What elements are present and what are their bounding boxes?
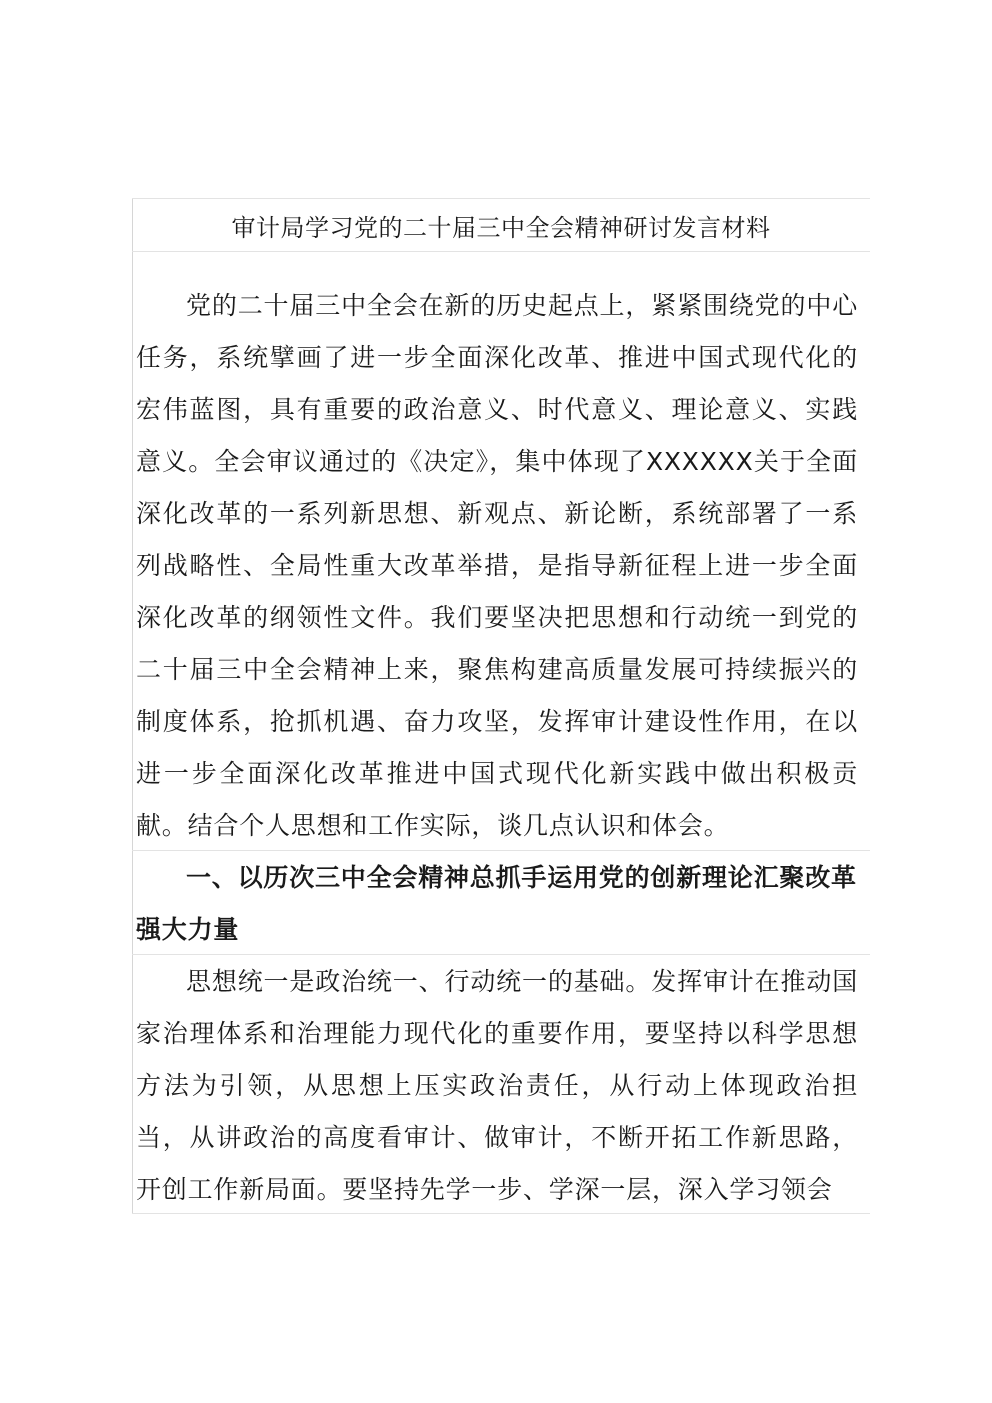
divider-after-title — [132, 251, 870, 252]
intro-paragraph: 党的二十届三中全会在新的历史起点上，紧紧围绕党的中心任务，系统擘画了进一步全面深化改革、推进中国式现代化的宏伟蓝图，具有重要的政治意义、时代意义、理论意义、实践意义。全会审议通过的《决定》，集中体现了XXXXXX关于全面深化改革的一系列新思想、新观点、新论断，系统部署了一系列战略性、全局性重大改革举措，是指导新征程上进一步全面深化改革的纲领性文件。我们要坚决把思想和行动统一到党的二十届三中全会精神上来，聚焦构建高质量发展可持续振兴的制度体系，抢抓机遇、奋力攻坚，发挥审计建设性作用，在以进一步全面深化改革推进中国式现代化新实践中做出积极贡献。结合个人思想和工作实际，谈几点认识和体会。 — [136, 291, 858, 840]
section-1-paragraph: 思想统一是政治统一、行动统一的基础。发挥审计在推动国家治理体系和治理能力现代化的重要作用，要坚持以科学思想方法为引领，从思想上压实政治责任，从行动上体现政治担当，从讲政治的高度看审计、做审计，不断开拓工作新思路，开创工作新局面。要坚持先学一步、学深一层，深入学习领会 — [136, 967, 858, 1204]
divider-after-section-1-heading — [132, 954, 870, 955]
page-frame-left-border — [132, 198, 133, 1214]
divider-top — [132, 198, 870, 199]
document-title: 审计局学习党的二十届三中全会精神研讨发言材料 — [231, 214, 771, 242]
section-1-heading: 一、以历次三中全会精神总抓手运用党的创新理论汇聚改革强大力量 — [136, 863, 857, 944]
divider-bottom — [132, 1213, 870, 1214]
divider-before-section-1 — [132, 850, 870, 851]
